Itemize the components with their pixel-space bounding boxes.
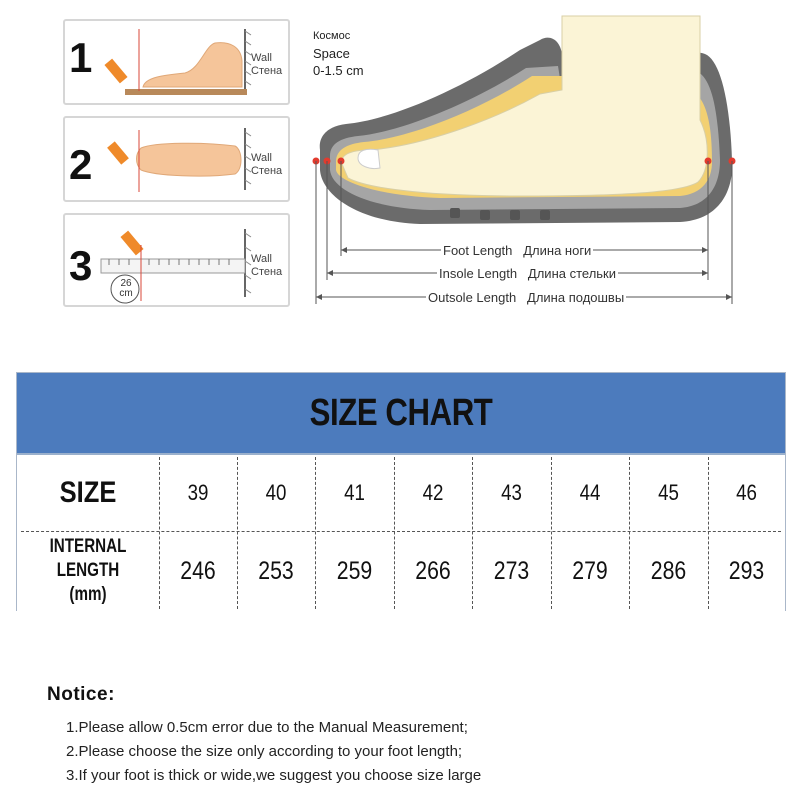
- wall-label-en: Wall: [251, 253, 272, 265]
- notice-line-2: 2.Please choose the size only according to your foot length;: [66, 743, 463, 760]
- size-cell: 40: [265, 480, 287, 505]
- length-cell: 273: [493, 556, 530, 585]
- size-chart-title: SIZE CHART: [309, 392, 493, 434]
- length-row-header: INTERNAL LENGTH (mm): [49, 536, 127, 605]
- shoe-cross-section-diagram: [300, 10, 750, 310]
- wall-label-ru: Стена: [251, 65, 283, 77]
- step-number: 3: [69, 242, 93, 289]
- step-number: 1: [69, 34, 93, 81]
- wall-label-ru: Стена: [251, 266, 283, 278]
- space-label-en: Space: [313, 46, 350, 61]
- size-cell: 44: [579, 480, 601, 505]
- step-1-panel: [63, 19, 290, 105]
- size-cell: 45: [658, 480, 679, 505]
- wall-label-ru: Стена: [251, 165, 283, 177]
- insole-length-label: Insole Length Длина стельки: [439, 266, 617, 281]
- wall-label-en: Wall: [251, 152, 272, 164]
- length-cell: 259: [336, 556, 373, 585]
- size-cell: 42: [422, 480, 444, 505]
- size-chart-body: [17, 453, 785, 612]
- size-row-header: SIZE: [59, 476, 117, 509]
- ruler-reading: 26 cm: [119, 278, 133, 299]
- length-cell: 286: [650, 556, 687, 585]
- notice-line-3: 3.If your foot is thick or wide,we suggest you choose size large: [66, 767, 482, 784]
- size-cell: 41: [344, 480, 365, 505]
- foot-length-label: Foot Length Длина ноги: [443, 243, 592, 258]
- length-cell: 293: [728, 556, 765, 585]
- step-2-panel: [63, 116, 290, 202]
- space-allowance-label: [313, 28, 364, 79]
- space-label-ru: Космос: [313, 30, 351, 42]
- size-chart-table: [16, 372, 786, 611]
- size-cell: 43: [501, 480, 522, 505]
- step-3-panel: [63, 213, 290, 307]
- length-cell: 279: [572, 556, 608, 585]
- wall-label-en: Wall: [251, 52, 272, 64]
- step-number: 2: [69, 141, 93, 188]
- outsole-length-label: Outsole Length Длина подошвы: [428, 290, 625, 305]
- length-cell: 266: [415, 556, 451, 585]
- size-cell: 46: [736, 480, 757, 505]
- length-cell: 253: [258, 556, 294, 585]
- notice-line-1: 1.Please allow 0.5cm error due to the Manual Measurement;: [66, 719, 468, 736]
- length-cell: 246: [180, 556, 216, 585]
- size-chart-header: [17, 373, 785, 453]
- space-range: 0-1.5 cm: [313, 63, 364, 78]
- size-cell: 39: [187, 480, 209, 505]
- notice-title: Notice:: [47, 684, 115, 705]
